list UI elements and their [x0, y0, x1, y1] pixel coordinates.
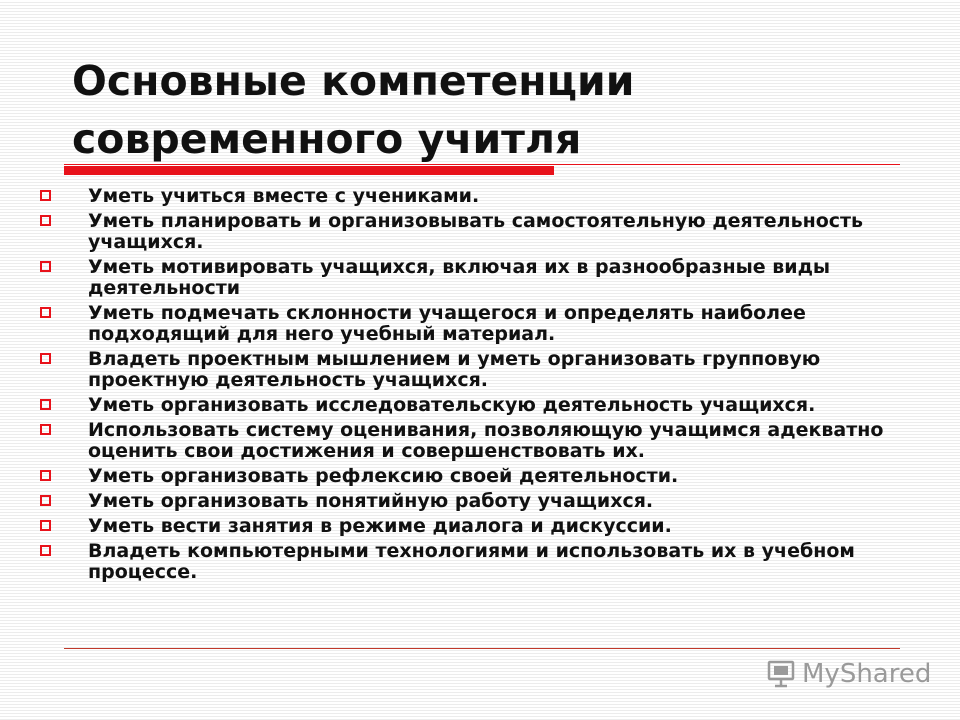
title-underline-thin: [64, 164, 900, 165]
presentation-board-icon: [766, 659, 796, 689]
square-bullet-icon: [40, 470, 51, 481]
list-item-text: Уметь подмечать склонности учащегося и определять наиболее подходящий для него учебный материал.: [88, 302, 806, 345]
list-item-text: Использовать систему оценивания, позволяющую учащимся адекватно оценить свои достижения и совершенствовать их.: [88, 419, 884, 462]
square-bullet-icon: [40, 545, 51, 556]
slide-title: [72, 52, 912, 168]
list-item: [40, 186, 940, 207]
list-item-text: Уметь организовать рефлексию своей деятельности.: [88, 465, 679, 487]
competency-list: [40, 186, 940, 587]
list-item-text: Уметь мотивировать учащихся, включая их в разнообразные виды деятельности: [88, 256, 831, 299]
watermark: [766, 656, 931, 692]
list-item: [40, 303, 940, 345]
square-bullet-icon: [40, 307, 51, 318]
list-item: [40, 420, 940, 462]
square-bullet-icon: [40, 495, 51, 506]
list-item: [40, 211, 940, 253]
slide-title-line-1: Основные компетенции: [72, 57, 635, 105]
list-item: [40, 257, 940, 299]
list-item: [40, 516, 940, 537]
square-bullet-icon: [40, 424, 51, 435]
list-item-text: Уметь вести занятия в режиме диалога и дискуссии.: [88, 515, 672, 537]
list-item: [40, 395, 940, 416]
list-item-text: Уметь планировать и организовывать самостоятельную деятельность учащихся.: [88, 210, 864, 253]
square-bullet-icon: [40, 353, 51, 364]
list-item: [40, 541, 940, 583]
square-bullet-icon: [40, 399, 51, 410]
bottom-divider: [64, 648, 900, 649]
list-item-text: Уметь учиться вместе с учениками.: [88, 185, 480, 207]
list-item: [40, 466, 940, 487]
list-item-text: Владеть компьютерными технологиями и использовать их в учебном процессе.: [88, 540, 855, 583]
watermark-text: MyShared: [802, 659, 932, 689]
list-item-text: Уметь организовать понятийную работу учащихся.: [88, 490, 654, 512]
list-item-text: Уметь организовать исследовательскую деятельность учащихся.: [88, 394, 816, 416]
slide-title-line-2: современного учитля: [72, 115, 582, 163]
square-bullet-icon: [40, 261, 51, 272]
square-bullet-icon: [40, 215, 51, 226]
list-item: [40, 491, 940, 512]
square-bullet-icon: [40, 520, 51, 531]
list-item-text: Владеть проектным мышлением и уметь организовать групповую проектную деятельность учащихся.: [88, 348, 821, 391]
square-bullet-icon: [40, 190, 51, 201]
list-item: [40, 349, 940, 391]
title-underline-bar: [64, 166, 554, 175]
